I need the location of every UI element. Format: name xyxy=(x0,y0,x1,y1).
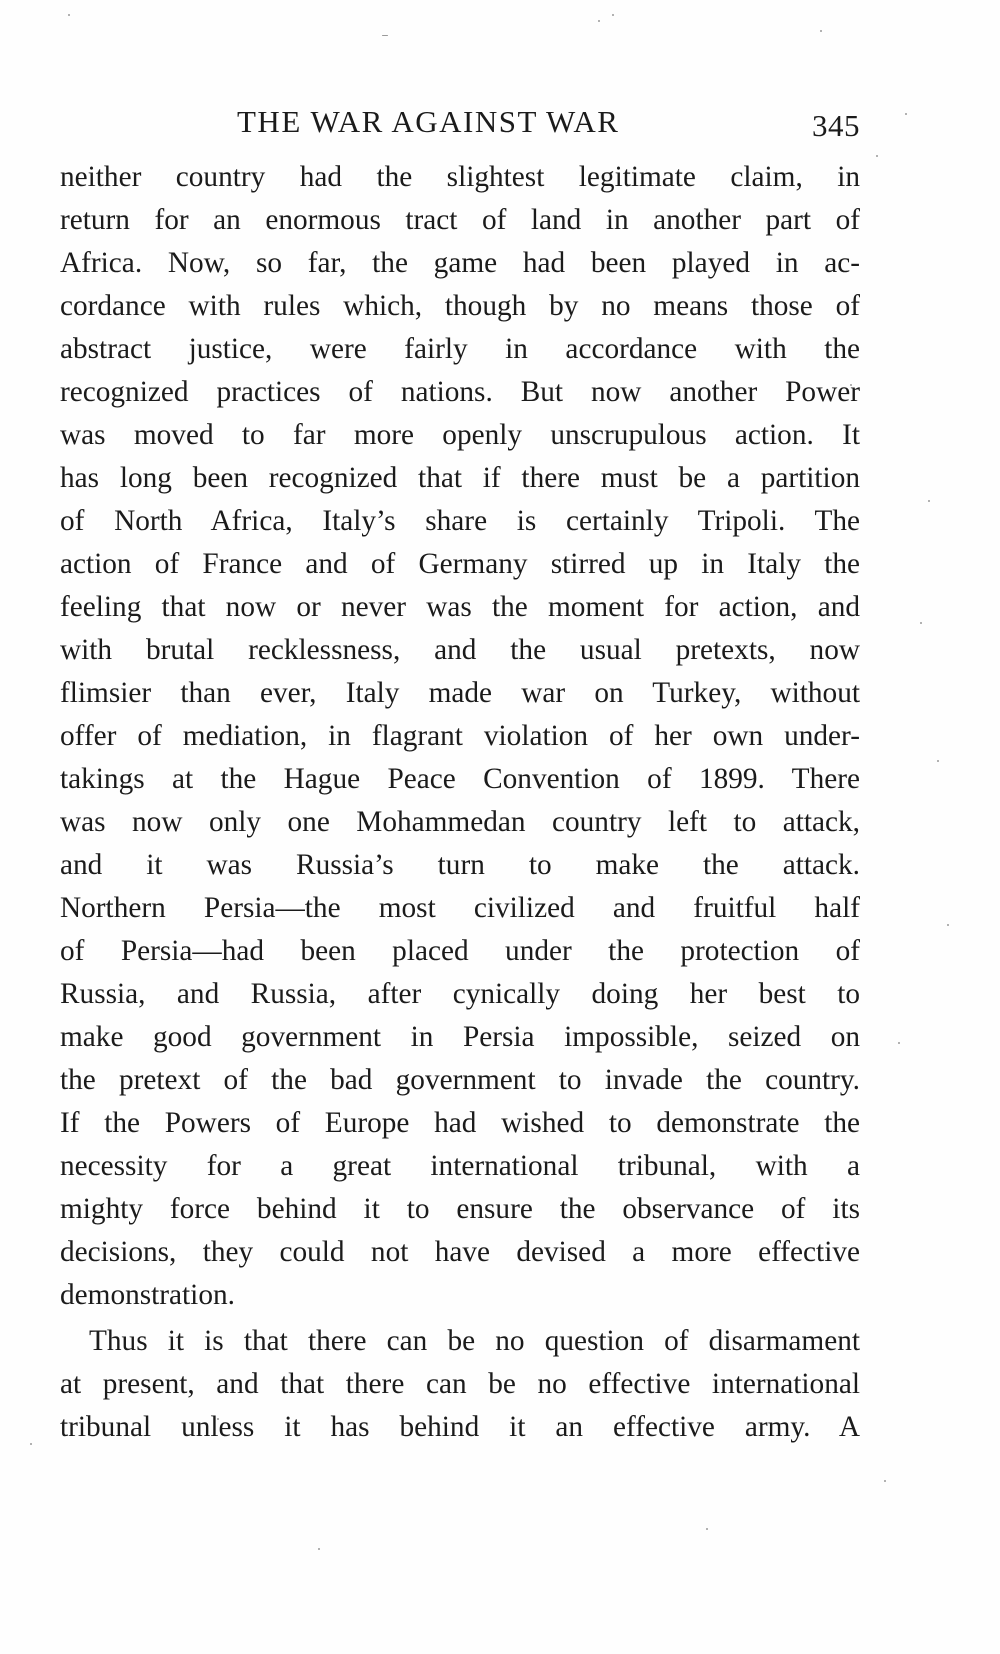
text-line: and it was Russia’s turn to make the attack. xyxy=(60,849,860,881)
text-line: Thus it is that there can be no question of disarmament xyxy=(89,1325,860,1357)
text-line: necessity for a great international tribunal, with a xyxy=(60,1150,860,1182)
text-line: was now only one Mohammedan country left to attack, xyxy=(60,806,860,838)
text-line: neither country had the slightest legitimate claim, in xyxy=(60,161,860,193)
text-line: Northern Persia—the most civilized and fruitful half xyxy=(60,892,860,924)
text-line: offer of mediation, in flagrant violation of her own under- xyxy=(60,720,860,752)
paragraph-2 xyxy=(60,1320,860,1449)
text-line: recognized practices of nations. But now another Power xyxy=(60,376,860,408)
text-line: Africa. Now, so far, the game had been played in ac- xyxy=(60,247,860,279)
text-line: abstract justice, were fairly in accordance with the xyxy=(60,333,860,365)
text-line: demonstration. xyxy=(60,1279,235,1311)
paragraph-1 xyxy=(60,156,860,1317)
text-line: make good government in Persia impossible, seized on xyxy=(60,1021,860,1053)
text-line: tribunal unless it has behind it an effective army. A xyxy=(60,1411,860,1443)
text-line: with brutal recklessness, and the usual pretexts, now xyxy=(60,634,860,666)
text-line: was moved to far more openly unscrupulous action. It xyxy=(60,419,860,451)
text-line: the pretext of the bad government to invade the country. xyxy=(60,1064,860,1096)
text-line: flimsier than ever, Italy made war on Turkey, without xyxy=(60,677,860,709)
text-line: at present, and that there can be no effective international xyxy=(60,1368,860,1400)
text-line: takings at the Hague Peace Convention of 1899. There xyxy=(60,763,860,795)
text-line: of Persia—had been placed under the protection of xyxy=(60,935,860,967)
page-number: 345 xyxy=(812,108,860,143)
text-line: mighty force behind it to ensure the observance of its xyxy=(60,1193,860,1225)
text-line: action of France and of Germany stirred up in Italy the xyxy=(60,548,860,580)
text-line: feeling that now or never was the moment for action, and xyxy=(60,591,860,623)
text-line: decisions, they could not have devised a more effective xyxy=(60,1236,860,1268)
text-line: Russia, and Russia, after cynically doing her best to xyxy=(60,978,860,1010)
text-line: has long been recognized that if there must be a partition xyxy=(60,462,860,494)
text-line: return for an enormous tract of land in another part of xyxy=(60,204,860,236)
text-line: of North Africa, Italy’s share is certainly Tripoli. The xyxy=(60,505,860,537)
text-line: If the Powers of Europe had wished to demonstrate the xyxy=(60,1107,860,1139)
running-title: THE WAR AGAINST WAR xyxy=(237,104,620,139)
body-text xyxy=(60,156,860,1449)
running-head xyxy=(60,104,860,144)
text-line: cordance with rules which, though by no means those of xyxy=(60,290,860,322)
